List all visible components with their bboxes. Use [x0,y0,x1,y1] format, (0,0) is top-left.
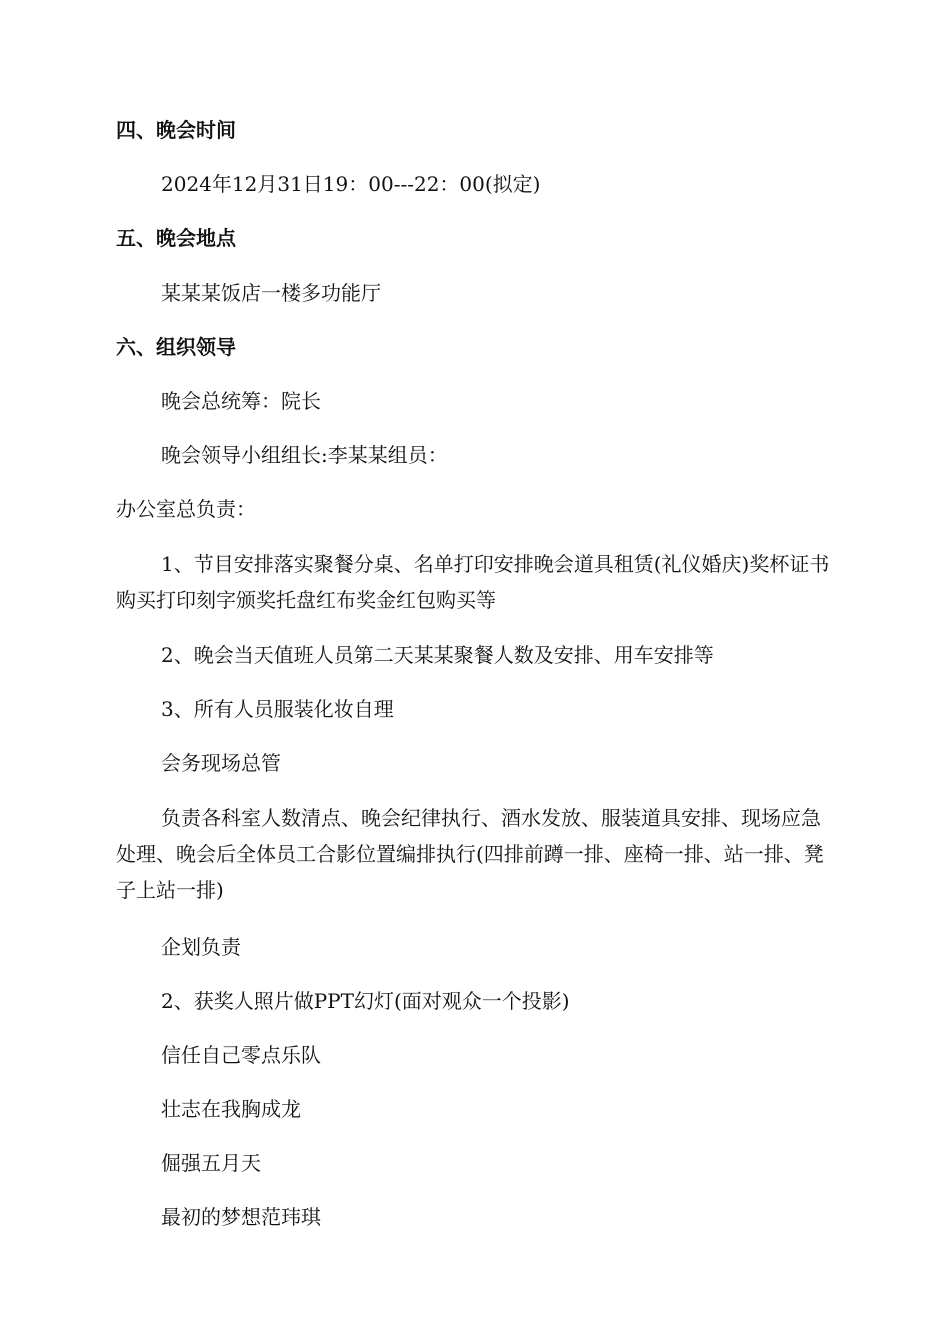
song-item: 壮志在我胸成龙 [161,1097,301,1121]
section-heading-venue: 五、晚会地点 [116,226,236,250]
section-heading-time: 四、晚会时间 [116,118,236,142]
song-item: 倔强五月天 [161,1151,261,1175]
onsite-manager-line: 会务现场总管 [161,751,281,775]
leadership-group-line: 晚会领导小组组长:李某某组员： [161,443,448,467]
office-task-3: 3、所有人员服装化妆自理 [161,697,394,721]
office-task-1: 1、节目安排落实聚餐分桌、名单打印安排晚会道具租赁(礼仪婚庆)奖杯证书购买打印刻字颁奖托盘红布奖金红包购买等 [116,552,830,612]
planning-task-2: 2、获奖人照片做PPT幻灯(面对观众一个投影) [161,989,570,1013]
event-venue-text: 某某某饭店一楼多功能厅 [161,281,381,305]
onsite-duties-paragraph: 负责各科室人数清点、晚会纪律执行、酒水发放、服装道具安排、现场应急处理、晚会后全体员工合影位置编排执行(四排前蹲一排、座椅一排、站一排、凳子上站一排) [116,806,824,902]
song-item: 最初的梦想范玮琪 [161,1205,321,1229]
office-head-line: 办公室总负责： [116,497,256,521]
planning-head-line: 企划负责 [161,935,241,959]
song-item: 信任自己零点乐队 [161,1043,321,1067]
general-coordinator-line: 晚会总统筹：院长 [161,389,321,413]
section-heading-organization: 六、组织领导 [116,335,236,359]
office-task-2: 2、晚会当天值班人员第二天某某聚餐人数及安排、用车安排等 [161,643,714,667]
event-time-text: 2024年12月31日19：00---22：00(拟定) [161,172,541,196]
